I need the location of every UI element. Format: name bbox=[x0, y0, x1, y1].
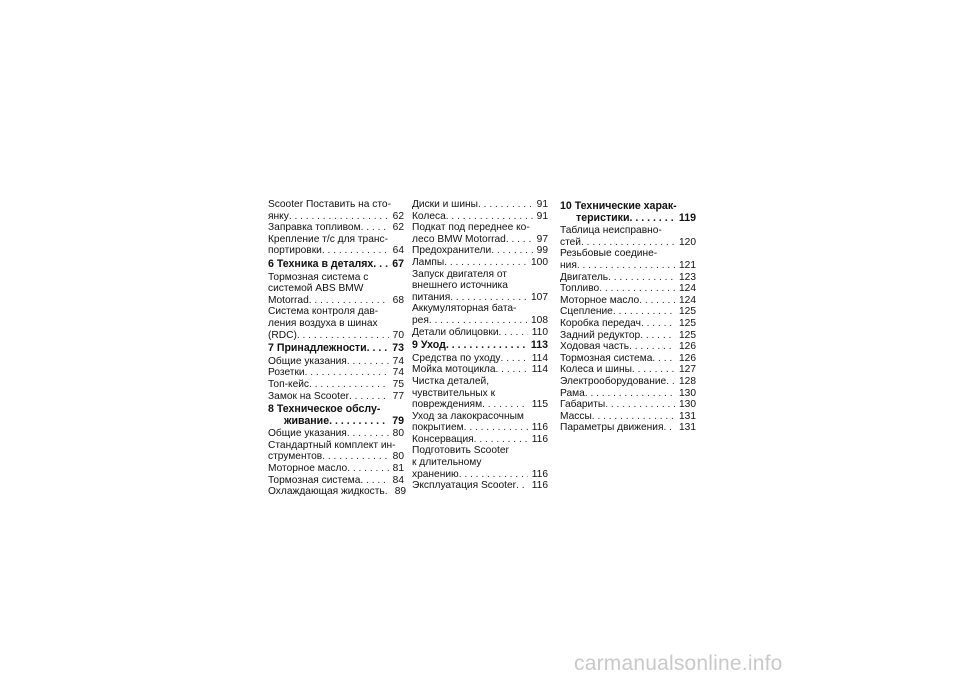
toc-entry-text: Тормозная система с bbox=[268, 271, 369, 283]
toc-entry bbox=[412, 434, 548, 446]
toc-leader-dots bbox=[516, 480, 528, 492]
toc-entry-text: Двигатель bbox=[560, 271, 609, 283]
toc-page-number: 62 bbox=[392, 222, 404, 234]
toc-leader-dots bbox=[632, 364, 675, 376]
toc-page-number: 130 bbox=[679, 387, 696, 399]
toc-entry-row bbox=[412, 199, 548, 211]
toc-column-2 bbox=[412, 199, 548, 492]
toc-page-number: 124 bbox=[679, 283, 696, 295]
toc-leader-dots bbox=[360, 475, 388, 487]
toc-entry-text: Таблица неисправно- bbox=[560, 225, 662, 237]
toc-leader-dots bbox=[652, 353, 675, 365]
toc-leader-dots bbox=[664, 422, 676, 434]
toc-page-number: 125 bbox=[679, 329, 696, 341]
toc-entry-row bbox=[560, 353, 696, 365]
toc-page-number: 114 bbox=[531, 364, 548, 376]
toc-entry-text: стей bbox=[560, 236, 582, 248]
toc-entry-row bbox=[560, 330, 696, 342]
toc-entry-text: 7 Принадлежности bbox=[268, 342, 367, 355]
toc-page-number: 131 bbox=[679, 422, 696, 434]
toc-page-number: 75 bbox=[392, 378, 404, 390]
toc-entry bbox=[412, 199, 548, 211]
toc-page-number: 64 bbox=[392, 245, 404, 257]
toc-leader-dots bbox=[478, 199, 533, 211]
toc-page-number: 126 bbox=[679, 341, 696, 353]
toc-leader-dots bbox=[289, 211, 389, 223]
toc-entry bbox=[268, 367, 404, 379]
toc-leader-dots bbox=[322, 451, 388, 463]
toc-entry bbox=[268, 486, 407, 498]
toc-entry-text: Охлаждающая жидкость bbox=[268, 486, 385, 498]
toc-leader-dots bbox=[506, 234, 533, 246]
toc-page-number: 89 bbox=[394, 486, 407, 498]
toc-entry-text: Подготовить Scooter bbox=[412, 445, 509, 457]
toc-page-number: 124 bbox=[679, 294, 696, 306]
toc-entry-text: покрытием bbox=[412, 422, 464, 434]
toc-entry-row bbox=[268, 222, 404, 234]
toc-entry bbox=[412, 211, 548, 223]
toc-leader-dots bbox=[450, 292, 527, 304]
toc-entry bbox=[560, 225, 696, 248]
toc-entry bbox=[560, 295, 696, 307]
toc-entry bbox=[560, 318, 696, 330]
toc-leader-dots bbox=[496, 364, 528, 376]
toc-entry-text: Сцепление bbox=[560, 306, 613, 318]
toc-entry-row bbox=[268, 416, 404, 428]
toc-entry bbox=[560, 272, 696, 284]
toc-entry-row bbox=[268, 245, 404, 257]
toc-leader-dots bbox=[474, 434, 528, 446]
toc-leader-dots bbox=[429, 315, 527, 327]
toc-entry-row bbox=[412, 245, 548, 257]
toc-entry-text: Детали облицовки bbox=[412, 326, 499, 338]
toc-entry-row bbox=[268, 451, 404, 463]
toc-page-number: 115 bbox=[531, 399, 548, 411]
toc-entry bbox=[412, 480, 548, 492]
toc-entry-text: Лампы bbox=[412, 256, 445, 268]
toc-entry-text: Колеса bbox=[412, 210, 446, 222]
toc-entry-text: струментов bbox=[268, 451, 323, 463]
toc-entry-text: ния bbox=[560, 259, 577, 271]
toc-entry-text: Диски и шины bbox=[412, 199, 478, 210]
toc-leader-dots bbox=[329, 416, 388, 428]
toc-entry-row bbox=[412, 422, 548, 434]
toc-entry bbox=[412, 327, 548, 339]
toc-entry-row bbox=[412, 434, 548, 446]
toc-entry-text: внешнего источника bbox=[412, 280, 508, 292]
toc-page-number: 100 bbox=[531, 256, 548, 268]
toc-entry bbox=[560, 364, 696, 376]
toc-entry-text: хранению bbox=[412, 468, 459, 480]
toc-entry-row bbox=[560, 318, 696, 330]
toc-entry-text: Рама bbox=[560, 387, 585, 399]
toc-page-number: 107 bbox=[531, 291, 548, 303]
toc-column-1 bbox=[268, 199, 407, 498]
toc-entry-text: Заправка топливом bbox=[268, 222, 361, 234]
toc-entry-text: Моторное масло bbox=[560, 294, 640, 306]
toc-page-number: 125 bbox=[679, 306, 696, 318]
toc-entry-row bbox=[268, 356, 404, 368]
toc-entry-row bbox=[560, 283, 696, 295]
toc-entry-row bbox=[412, 353, 548, 365]
toc-leader-dots bbox=[309, 295, 389, 307]
toc-entry bbox=[268, 428, 404, 440]
toc-leader-dots bbox=[482, 399, 528, 411]
toc-entry bbox=[268, 379, 404, 391]
toc-page-number: 99 bbox=[536, 245, 548, 257]
toc-entry-text: янку bbox=[268, 210, 289, 222]
toc-chapter-heading bbox=[268, 404, 404, 427]
toc-entry bbox=[560, 353, 696, 365]
toc-entry-row bbox=[268, 486, 407, 498]
toc-entry bbox=[560, 411, 696, 423]
toc-entry bbox=[268, 272, 404, 307]
toc-entry bbox=[412, 353, 548, 365]
toc-entry bbox=[560, 330, 696, 342]
toc-entry bbox=[560, 399, 696, 411]
toc-chapter-heading bbox=[560, 201, 696, 224]
toc-entry-text: Ходовая часть bbox=[560, 341, 630, 353]
toc-page-number: 68 bbox=[392, 294, 404, 306]
toc-entry-text: Тормозная система bbox=[268, 474, 361, 486]
toc-page-number: 80 bbox=[392, 451, 404, 463]
toc-entry-row bbox=[268, 211, 404, 223]
toc-entry-text: Общие указания bbox=[268, 355, 347, 367]
toc-entry-row bbox=[560, 411, 696, 423]
toc-entry-row bbox=[560, 388, 696, 400]
toc-page-number: 108 bbox=[531, 314, 548, 326]
toc-page-number: 77 bbox=[392, 390, 404, 402]
toc-entry-text: питания bbox=[412, 291, 451, 303]
toc-entry-row bbox=[412, 257, 548, 269]
toc-leader-dots bbox=[361, 222, 389, 234]
toc-entry-text: рея bbox=[412, 314, 429, 326]
toc-entry-text: Эксплуатация Scooter bbox=[412, 480, 517, 492]
toc-leader-dots bbox=[592, 411, 675, 423]
toc-entry-row bbox=[412, 364, 548, 376]
toc-entry-text: Массы bbox=[560, 410, 592, 422]
toc-chapter-heading bbox=[412, 340, 548, 352]
toc-leader-dots bbox=[605, 399, 675, 411]
toc-leader-dots bbox=[349, 391, 389, 403]
toc-entry-text: Параметры движения bbox=[560, 422, 664, 434]
toc-entry-text: ления воздуха в шинах bbox=[268, 317, 378, 329]
toc-leader-dots bbox=[347, 356, 389, 368]
toc-entry-text: Коробка передач bbox=[560, 317, 641, 329]
toc-entry-text: чувствительных к bbox=[412, 387, 496, 399]
toc-page-number: 91 bbox=[536, 199, 548, 210]
toc-page-number: 125 bbox=[679, 317, 696, 329]
toc-entry bbox=[412, 303, 548, 326]
toc-leader-dots bbox=[444, 257, 527, 269]
toc-leader-dots bbox=[629, 341, 675, 353]
toc-entry bbox=[560, 283, 696, 295]
toc-leader-dots bbox=[501, 353, 528, 365]
toc-leader-dots bbox=[639, 295, 675, 307]
toc-entry-text: Задний редуктор bbox=[560, 329, 641, 341]
toc-entry-row bbox=[560, 272, 696, 284]
toc-leader-dots bbox=[585, 388, 675, 400]
toc-entry bbox=[268, 222, 404, 234]
toc-page-number: 113 bbox=[530, 339, 548, 352]
toc-page-number: 116 bbox=[531, 480, 548, 492]
toc-entry-row bbox=[268, 379, 404, 391]
toc-page-number: 121 bbox=[679, 259, 696, 271]
toc-entry bbox=[412, 376, 548, 411]
toc-entry-text: Крепление т/с для транс- bbox=[268, 233, 388, 245]
toc-entry-text: Предохранители bbox=[412, 245, 492, 257]
toc-entry-row bbox=[412, 292, 548, 304]
toc-page-number: 114 bbox=[531, 352, 548, 364]
toc-entry-text: Аккумуляторная бата- bbox=[412, 303, 517, 315]
toc-entry-text: (RDC) bbox=[268, 329, 297, 341]
toc-entry-text: Топ-кейс bbox=[268, 378, 310, 390]
toc-page-number: 67 bbox=[392, 257, 404, 270]
toc-leader-dots bbox=[367, 343, 389, 355]
toc-page-number: 127 bbox=[679, 364, 696, 376]
toc-leader-dots bbox=[613, 306, 675, 318]
toc-entry bbox=[412, 269, 548, 304]
toc-chapter-heading bbox=[268, 343, 404, 355]
toc-entry-row bbox=[412, 340, 548, 352]
toc-leader-dots bbox=[629, 213, 674, 225]
toc-entry-text: Замок на Scooter bbox=[268, 390, 350, 402]
toc-entry bbox=[412, 445, 548, 480]
toc-entry-text: Габариты bbox=[560, 399, 606, 411]
toc-leader-dots bbox=[446, 340, 527, 352]
toc-chapter-heading bbox=[268, 259, 404, 271]
toc-entry-row bbox=[560, 422, 696, 434]
toc-entry-row bbox=[560, 341, 696, 353]
toc-entry bbox=[412, 364, 548, 376]
toc-entry-row bbox=[412, 234, 548, 246]
toc-page-number: 128 bbox=[679, 375, 696, 387]
toc-entry bbox=[268, 199, 404, 222]
toc-page-number: 91 bbox=[536, 210, 548, 222]
toc-entry-row bbox=[268, 463, 404, 475]
watermark-text: carmanualsonline.info bbox=[574, 652, 783, 675]
toc-page-number: 119 bbox=[678, 211, 696, 224]
toc-entry-text: к длительному bbox=[412, 457, 482, 469]
toc-entry-text: Тормозная система bbox=[560, 352, 653, 364]
toc-leader-dots bbox=[297, 330, 389, 342]
toc-page-number: 70 bbox=[392, 329, 404, 341]
toc-entry bbox=[412, 222, 548, 245]
toc-entry-row bbox=[268, 428, 404, 440]
toc-entry-row bbox=[268, 295, 404, 307]
toc-entry-row bbox=[268, 343, 404, 355]
toc-entry-text: системой ABS BMW bbox=[268, 283, 364, 295]
toc-leader-dots bbox=[491, 245, 532, 257]
toc-page-number: 97 bbox=[536, 233, 548, 245]
toc-page-number: 62 bbox=[392, 210, 404, 222]
toc-entry-text: Уход за лакокрасочным bbox=[412, 410, 524, 422]
toc-leader-dots bbox=[599, 283, 675, 295]
toc-page-number: 81 bbox=[392, 463, 404, 475]
toc-entry-row bbox=[412, 399, 548, 411]
toc-entry-text: Розетки bbox=[268, 367, 305, 379]
toc-entry-text: Топливо bbox=[560, 283, 600, 295]
toc-leader-dots bbox=[640, 330, 675, 342]
toc-entry bbox=[268, 306, 404, 341]
toc-entry-row bbox=[560, 260, 696, 272]
toc-entry-row bbox=[560, 213, 696, 225]
toc-entry bbox=[560, 422, 696, 434]
toc-entry-row bbox=[560, 295, 696, 307]
toc-entry bbox=[412, 411, 548, 434]
toc-entry bbox=[268, 463, 404, 475]
toc-entry bbox=[560, 341, 696, 353]
toc-entry bbox=[268, 391, 404, 403]
toc-page-number: 116 bbox=[531, 422, 548, 434]
toc-page-number: 120 bbox=[679, 236, 696, 248]
toc-page-number: 73 bbox=[392, 342, 404, 355]
toc-entry-text: Электрооборудование bbox=[560, 375, 667, 387]
toc-leader-dots bbox=[305, 367, 389, 379]
toc-entry-text: 8 Техническое обслу- bbox=[268, 404, 381, 416]
toc-leader-dots bbox=[347, 463, 388, 475]
toc-leader-dots bbox=[464, 422, 528, 434]
toc-column-3 bbox=[560, 199, 696, 434]
toc-entry-text: Подкат под переднее ко- bbox=[412, 222, 530, 234]
toc-entry-text: Система контроля дав- bbox=[268, 306, 379, 318]
toc-entry-text: Motorrad bbox=[268, 294, 309, 306]
toc-entry-row bbox=[412, 315, 548, 327]
toc-leader-dots bbox=[641, 318, 675, 330]
toc-entry-text: Консервация bbox=[412, 433, 474, 445]
toc-entry-text: 9 Уход bbox=[412, 339, 446, 352]
toc-leader-dots bbox=[577, 260, 675, 272]
toc-entry-text: Scooter Поставить на сто- bbox=[268, 199, 391, 210]
toc-entry-row bbox=[268, 367, 404, 379]
toc-leader-dots bbox=[499, 327, 528, 339]
toc-entry-text: живание bbox=[284, 414, 330, 427]
toc-entry-row bbox=[560, 364, 696, 376]
toc-entry-text: повреждениям bbox=[412, 399, 483, 411]
toc-entry bbox=[560, 306, 696, 318]
toc-leader-dots bbox=[459, 469, 528, 481]
toc-entry bbox=[268, 356, 404, 368]
toc-page-number: 84 bbox=[392, 474, 404, 486]
toc-leader-dots bbox=[581, 237, 675, 249]
toc-page-number: 74 bbox=[392, 367, 404, 379]
toc-entry-text: Моторное масло bbox=[268, 463, 348, 475]
toc-entry-row bbox=[412, 211, 548, 223]
toc-page-number: 130 bbox=[679, 399, 696, 411]
toc-entry-text: Запуск двигателя от bbox=[412, 268, 507, 280]
toc-entry bbox=[268, 475, 404, 487]
toc-leader-dots bbox=[322, 245, 389, 257]
toc-page-number: 126 bbox=[679, 352, 696, 364]
toc-entry-row bbox=[268, 330, 404, 342]
toc-leader-dots bbox=[347, 428, 389, 440]
toc-entry-text: лесо BMW Motorrad bbox=[412, 233, 506, 245]
toc-entry-text: 10 Технические харак- bbox=[560, 201, 677, 212]
toc-entry bbox=[268, 440, 404, 463]
toc-entry-text: Стандартный комплект ин- bbox=[268, 439, 396, 451]
toc-leader-dots bbox=[666, 376, 675, 388]
toc-page-number: 131 bbox=[679, 410, 696, 422]
toc-entry bbox=[412, 245, 548, 257]
toc-entry-text: Средства по уходу bbox=[412, 352, 501, 364]
toc-entry-row bbox=[560, 237, 696, 249]
toc-leader-dots bbox=[373, 259, 388, 271]
toc-entry bbox=[412, 257, 548, 269]
toc-page-number: 110 bbox=[531, 326, 548, 338]
toc-entry-text: Общие указания bbox=[268, 428, 347, 440]
toc-entry-row bbox=[412, 469, 548, 481]
toc-leader-dots bbox=[446, 211, 533, 223]
toc-entry-row bbox=[268, 475, 404, 487]
toc-page-number: 116 bbox=[531, 468, 548, 480]
toc-entry-row bbox=[268, 259, 404, 271]
toc-entry-row bbox=[412, 480, 548, 492]
toc-entry-text: 6 Техника в деталях bbox=[268, 257, 374, 270]
toc-entry-row bbox=[560, 399, 696, 411]
toc-entry bbox=[560, 388, 696, 400]
toc-entry bbox=[268, 234, 404, 257]
toc-entry-row bbox=[268, 391, 404, 403]
toc-page-number: 79 bbox=[392, 414, 404, 427]
toc-entry-row bbox=[412, 327, 548, 339]
toc-entry bbox=[560, 376, 696, 388]
toc-entry-text: Чистка деталей, bbox=[412, 375, 490, 387]
toc-entry-text: портировки bbox=[268, 245, 322, 257]
toc-page-number: 74 bbox=[392, 355, 404, 367]
toc-entry-text: Мойка мотоцикла bbox=[412, 364, 496, 376]
toc-entry-row bbox=[560, 306, 696, 318]
toc-leader-dots bbox=[309, 379, 389, 391]
toc-entry-text: Колеса и шины bbox=[560, 364, 632, 376]
toc-entry-text: Резьбовые соедине- bbox=[560, 248, 658, 260]
toc-page-number: 80 bbox=[392, 428, 404, 440]
toc-entry-row bbox=[560, 376, 696, 388]
toc-entry-text: теристики bbox=[576, 211, 630, 224]
toc-page-number: 123 bbox=[679, 271, 696, 283]
toc-leader-dots bbox=[608, 272, 675, 284]
toc-entry bbox=[560, 248, 696, 271]
toc-page-number: 116 bbox=[531, 433, 548, 445]
